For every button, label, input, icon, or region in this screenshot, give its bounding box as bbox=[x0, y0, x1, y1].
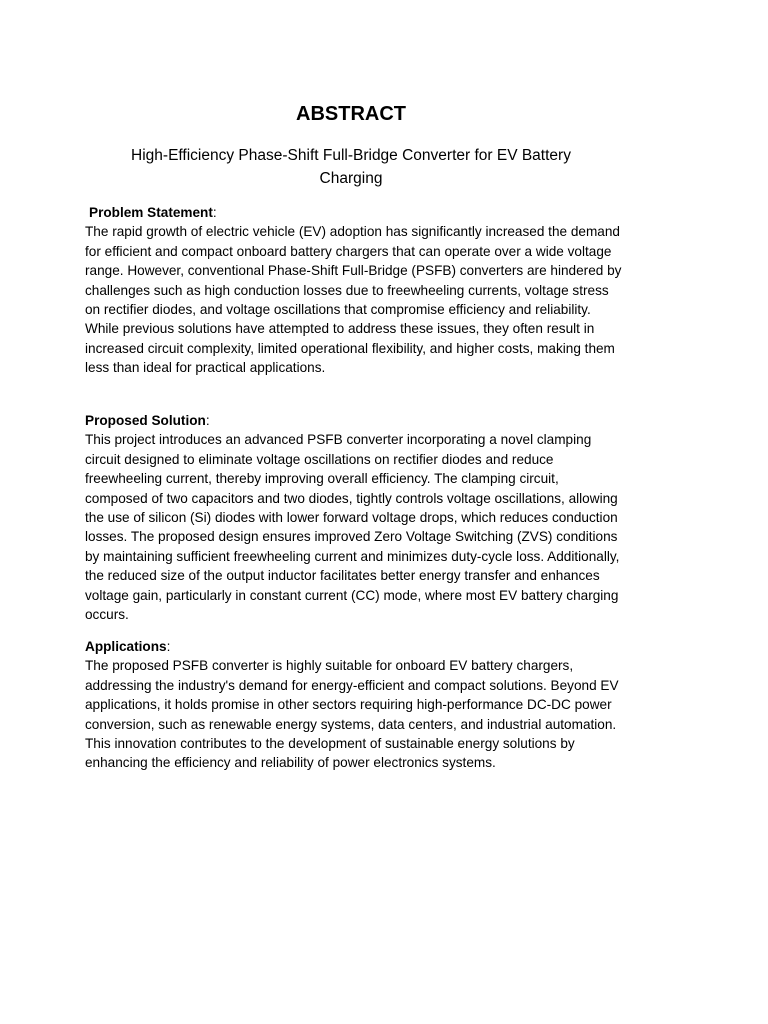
document-title: High-Efficiency Phase-Shift Full-Bridge Converter for EV Battery Charging bbox=[131, 147, 571, 187]
section-heading bbox=[85, 203, 625, 222]
section-colon: : bbox=[212, 205, 217, 220]
section-colon: : bbox=[166, 639, 171, 654]
section-heading bbox=[85, 411, 625, 430]
section-label: Problem Statement bbox=[89, 205, 213, 220]
abstract-heading: ABSTRACT bbox=[296, 103, 406, 125]
section-proposed-solution bbox=[85, 411, 625, 624]
section-heading bbox=[85, 637, 625, 656]
section-colon: : bbox=[205, 413, 210, 428]
section-label: Proposed Solution bbox=[85, 413, 206, 428]
section-body: This project introduces an advanced PSFB converter incorporating a novel clamping circuit designed to eliminate voltage oscillations on rectifier diodes and reduce freewheeling current, thereby improving overall efficiency. The clamping circuit, composed of two capacitors and two diodes, tightly controls voltage oscillations, allowing the use of silicon (Si) diodes with lower forward voltage drops, which reduces conduction losses. The proposed design ensures improved Zero Voltage Switching (ZVS) conditions by maintaining sufficient freewheeling current and minimizes duty-cycle loss. Additionally, the reduced size of the output inductor facilitates better energy transfer and enhances voltage gain, particularly in constant current (CC) mode, where most EV battery charging occurs. bbox=[85, 432, 620, 623]
section-body: The proposed PSFB converter is highly suitable for onboard EV battery chargers, addressing the industry's demand for energy-efficient and compact solutions. Beyond EV applications, it holds promise in other sectors requiring high-performance DC-DC power conversion, such as renewable energy systems, data centers, and industrial automation. This innovation contributes to the development of sustainable energy solutions by enhancing the efficiency and reliability of power electronics systems. bbox=[85, 658, 619, 771]
section-applications bbox=[85, 637, 625, 773]
section-label: Applications bbox=[85, 639, 167, 654]
section-problem-statement bbox=[85, 203, 625, 378]
section-body: The rapid growth of electric vehicle (EV) adoption has significantly increased the demand for efficient and compact onboard battery chargers that can operate over a wide voltage range. However, conventional Phase-Shift Full-Bridge (PSFB) converters are hindered by challenges such as high conduction losses due to freewheeling currents, voltage stress on rectifier diodes, and voltage oscillations that compromise efficiency and reliability. While previous solutions have attempted to address these issues, they often result in increased circuit complexity, limited operational flexibility, and higher costs, making them less than ideal for practical applications. bbox=[85, 224, 622, 376]
